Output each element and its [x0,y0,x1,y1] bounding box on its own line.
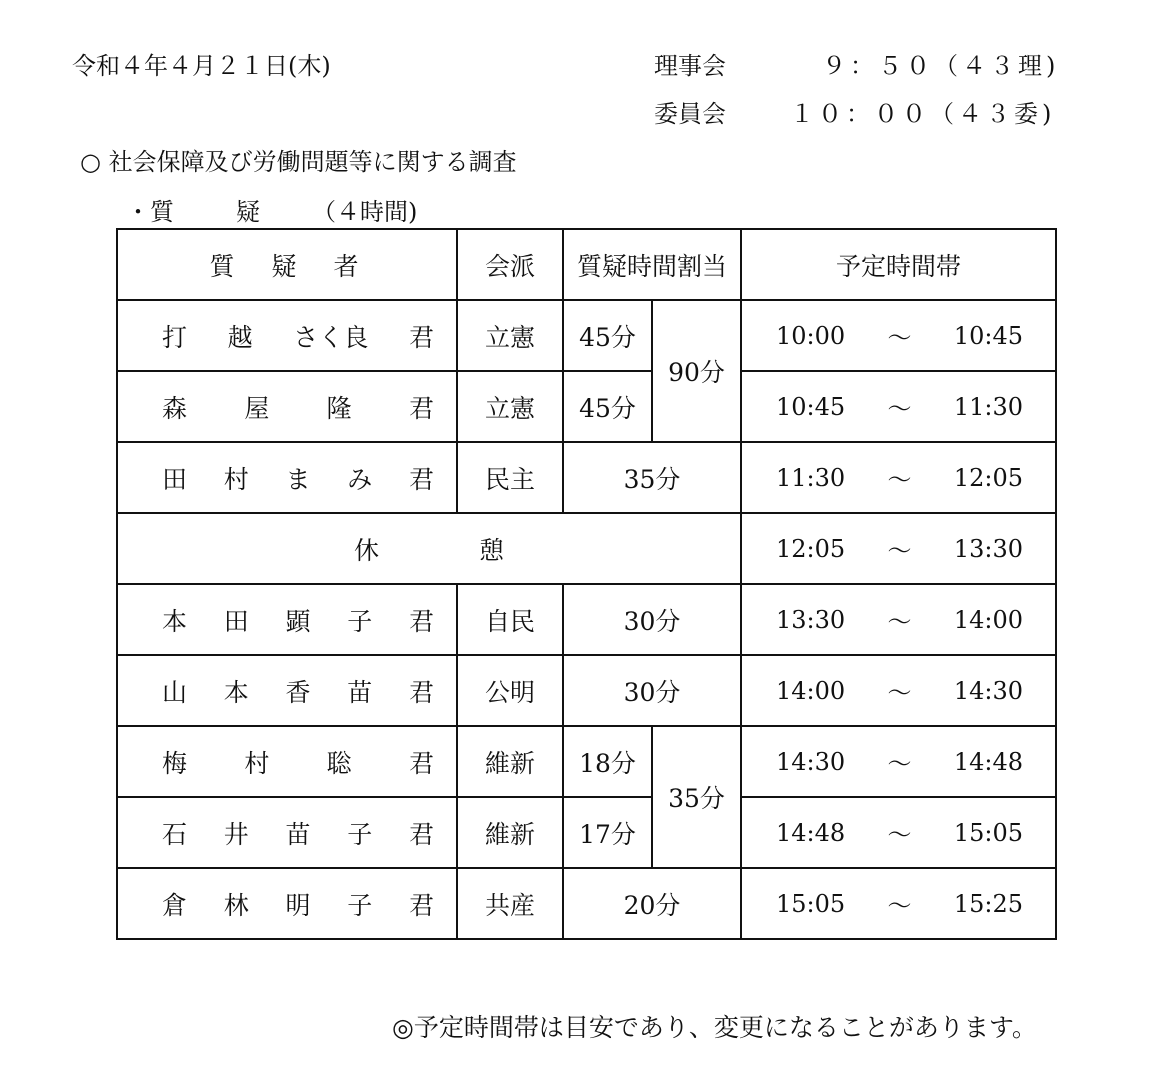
name-part: み [347,464,373,494]
subsection-bullet: ・質 [126,198,174,226]
name-part: 田 [223,606,249,636]
start-time: 14:00 [776,676,846,705]
table-row [117,442,1056,513]
tilde: ～ [887,608,912,636]
tilde: ～ [887,679,912,707]
name-part: 屋 [244,393,270,423]
name-part: 村 [244,748,270,778]
name-part: 君 [408,464,434,494]
time-slot [741,584,1056,655]
group-time: 35分 [652,726,741,868]
name-part: 明 [285,890,311,920]
end-time: 14:30 [953,676,1023,705]
header-party: 会派 [457,229,563,300]
name-part: 香 [285,677,311,707]
table-row [117,584,1056,655]
start-time: 10:45 [776,392,846,421]
section-title: ○ 社会保障及び労働問題等に関する調査 [80,148,517,176]
name-part: 顕 [285,606,311,636]
time-slot [741,868,1056,939]
name-part: 子 [347,819,373,849]
time-slot [741,371,1056,442]
time-slot [741,655,1056,726]
time-slot [741,513,1056,584]
name-part: 君 [408,393,434,423]
name-part: 梅 [162,748,188,778]
name-part: 君 [408,606,434,636]
tilde: ～ [887,466,912,494]
tilde: ～ [887,537,912,565]
name-part: 本 [223,677,249,707]
break-label: 休 憩 [353,535,504,565]
table-row [117,797,1056,868]
name-part: 君 [408,322,434,352]
questioner-name [117,797,457,868]
start-time: 10:00 [776,321,846,350]
questioner-name [117,655,457,726]
party: 自民 [457,584,563,655]
allotted-time: 18分 [563,726,652,797]
name-part: 苗 [347,677,373,707]
party: 共産 [457,868,563,939]
name-part: 君 [408,748,434,778]
rijikai-time: ９：５０（４３理) [822,52,1060,80]
tilde: ～ [887,324,912,352]
name-part: さく良 [293,322,369,352]
questioner-name [117,584,457,655]
name-part: 田 [162,464,188,494]
start-time: 14:48 [776,818,846,847]
tilde: ～ [887,821,912,849]
start-time: 11:30 [776,463,846,492]
subsection-duration: （４時間) [312,198,418,226]
time-slot [741,797,1056,868]
name-part: 子 [347,890,373,920]
footnote: ◎予定時間帯は目安であり、変更になることがあります。 [392,1013,1037,1042]
name-part: 倉 [162,890,188,920]
table-row [117,868,1056,939]
allotted-time: 35分 [563,442,741,513]
end-time: 15:05 [953,818,1023,847]
header-questioner: 質 疑 者 [117,229,457,300]
table-header-row [117,229,1056,300]
name-part: 林 [223,890,249,920]
header-allotment: 質疑時間割当 [563,229,741,300]
schedule-table [116,228,1057,940]
time-slot [741,300,1056,371]
name-part: 子 [347,606,373,636]
questioner-name [117,726,457,797]
party: 民主 [457,442,563,513]
break-cell [117,513,741,584]
table-row [117,371,1056,442]
end-time: 15:25 [953,889,1023,918]
table-row [117,513,1056,584]
name-part: 石 [162,819,188,849]
end-time: 11:30 [953,392,1023,421]
party: 維新 [457,726,563,797]
name-part: 隆 [326,393,352,423]
name-part: ま [285,464,311,494]
name-part: 井 [223,819,249,849]
allotted-time: 17分 [563,797,652,868]
time-slot [741,442,1056,513]
allotted-time: 30分 [563,584,741,655]
name-part: 本 [162,606,188,636]
tilde: ～ [887,892,912,920]
end-time: 10:45 [953,321,1023,350]
start-time: 13:30 [776,605,846,634]
start-time: 14:30 [776,747,846,776]
subsection-word: 疑 [236,198,260,226]
iinkai-time: １０：００（４３委) [790,100,1056,128]
questioner-name [117,371,457,442]
allotted-time: 30分 [563,655,741,726]
party: 公明 [457,655,563,726]
start-time: 12:05 [776,534,846,563]
name-part: 森 [162,393,188,423]
tilde: ～ [887,750,912,778]
end-time: 12:05 [953,463,1023,492]
name-part: 聡 [326,748,352,778]
name-part: 苗 [285,819,311,849]
allotted-time: 45分 [563,300,652,371]
end-time: 13:30 [953,534,1023,563]
name-part: 打 [162,322,188,352]
allotted-time: 20分 [563,868,741,939]
party: 立憲 [457,371,563,442]
name-part: 君 [408,677,434,707]
rijikai-label: 理事会 [654,52,726,80]
questioner-name [117,442,457,513]
party: 立憲 [457,300,563,371]
end-time: 14:00 [953,605,1023,634]
name-part: 君 [408,819,434,849]
document-date: 令和４年４月２１日(木) [72,52,331,80]
party: 維新 [457,797,563,868]
start-time: 15:05 [776,889,846,918]
table-row [117,726,1056,797]
questioner-name [117,300,457,371]
allotted-time: 45分 [563,371,652,442]
time-slot [741,726,1056,797]
header-schedule: 予定時間帯 [741,229,1056,300]
name-part: 君 [408,890,434,920]
name-part: 越 [227,322,253,352]
end-time: 14:48 [953,747,1023,776]
table-row [117,655,1056,726]
group-time: 90分 [652,300,741,442]
iinkai-label: 委員会 [654,100,726,128]
name-part: 山 [162,677,188,707]
name-part: 村 [223,464,249,494]
tilde: ～ [887,395,912,423]
table-row [117,300,1056,371]
questioner-name [117,868,457,939]
